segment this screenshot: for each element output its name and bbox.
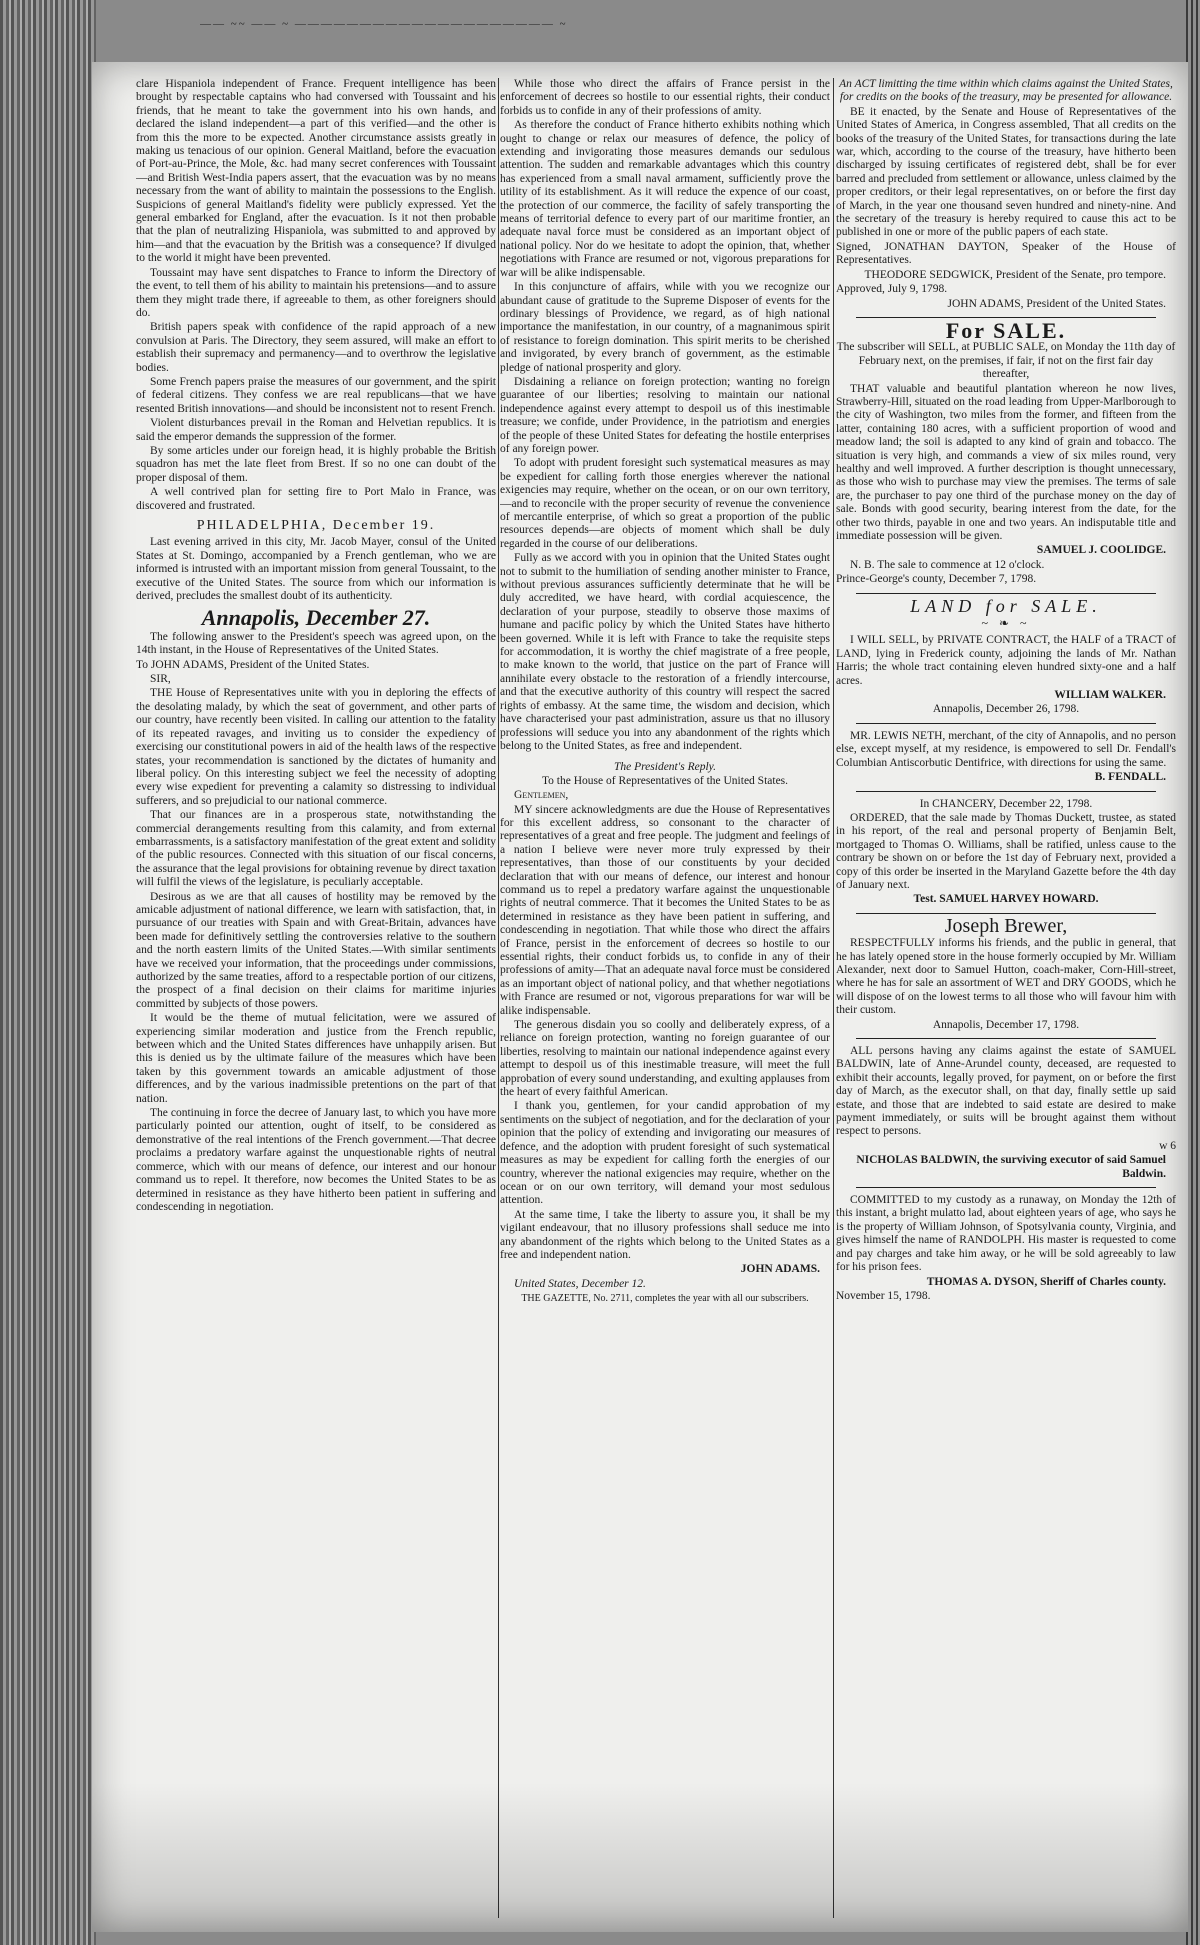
paragraph: While those who direct the affairs of France persist in the enforcement of decrees so hostile to our essential rights, their conduct forbids us to confide in any of their professions of amity. — [500, 78, 830, 117]
signature-dyson: THOMAS A. DYSON, Sheriff of Charles county. — [926, 1275, 1166, 1288]
divider — [856, 723, 1156, 724]
dateline: Prince-George's county, December 7, 1798. — [836, 573, 1037, 586]
paragraph: THAT valuable and beautiful plantation whereon he now lives, Strawberry-Hill, situated on the road leading from Upper-Marlborough to the city of Washington, two miles from the former, and fifteen from the latter, containing 180 acres, with a sufficient proportion of wood and meadow land; the soil is adapted to any kind of grain and tobacco. The situation is very high, and commands a view of six miles round, very healthy and well improved. A further description is thought unnecessary, as those who wish to purchase may view the premises. The terms of sale are, the purchaser to pay one third of the purchase money on the day of sale. Bonds with good security, bearing interest from the date, for the other two thirds, payable in one and two years. An indisputable title and immediate possession will be given. — [836, 382, 1176, 542]
paragraph: THE House of Representatives unite with you in deploring the effects of the desolating malady, by which the seat of government, and other parts of our country, have recently been visited. In calling our attention to the fatality of its repeated ravages, and inviting us to consider the expediency of exercising our constitutional powers in aid of the health laws of the respective states, your recommendation is sanctioned by the dictates of humanity and liberal policy. On this interesting subject we feel the necessity of adopting every wise expedient for preventing a calamity so distressing to individual sufferers, and so prejudicial to our national commerce. — [136, 687, 496, 807]
paragraph: ALL persons having any claims against the estate of SAMUEL BALDWIN, late of Anne-Arundel county, deceased, are requested to exhibit their accounts, legally proved, for payment, on or before the first day of March, as the executor shall, on that day, finally settle up said estate, and those that are indebted to said estate are desired to make payment immediately, or suits will be brought against them without respect to persons. — [836, 1045, 1176, 1138]
dateline-philadelphia: PHILADELPHIA, December 19. — [196, 518, 436, 533]
column-rule — [833, 78, 834, 1918]
approved-date: Approved, July 9, 1798. — [836, 283, 948, 296]
footer-date: United States, December 12. — [514, 1277, 646, 1290]
mark: w 6 — [1159, 1139, 1176, 1152]
column-2 — [500, 78, 830, 1913]
paragraph: Toussaint may have sent dispatches to France to inform the Directory of the event, to tell them of his ability to maintain his pretensions—and to assure them they might trade there, if agreeable to them, as other foreigners should do. — [136, 266, 496, 319]
paragraph: As therefore the conduct of France hitherto exhibits nothing which ought to change or relax our measures of defence, the policy of extending and invigorating those measures demands our sedulous attention. The sudden and remarkable advantages which this country has experienced from a small naval armament, sufficiently prove the utility of its establishment. As it will reduce the expence of our coast, the protection of our commerce, the facility of safely transporting the means of territorial defence to every part of our maritime frontier, an adequate naval force must be considered as an important object of national policy. Nor do we hesitate to adopt the opinion, that, whether negotiations with France are resumed or not, vigorous preparations for war will be alike indispensable. — [500, 119, 830, 279]
reply-heading: The President's Reply. — [613, 761, 716, 774]
divider — [856, 791, 1156, 792]
salutation: Gentlemen, — [514, 789, 569, 802]
paragraph: The continuing in force the decree of January last, to which you have more particularly pointed our attention, ought of itself, to be considered as demonstrative of the real intentions of the French government.—That decree proclaims a predatory warfare against the unquestionable rights of neutral commerce, which with our means of defence, our interest and our honour command us to repel. It therefore, now becomes the United States to be as determined in resistance as they have hitherto been patient in suffering and condescending in negotiation. — [136, 1107, 496, 1213]
paragraph: MR. LEWIS NETH, merchant, of the city of Annapolis, and no person else, except myself, at my residence, is empowered to sell Dr. Fendall's Columbian Antiscorbutic Dentifrice, with directions for using the same. — [836, 729, 1176, 769]
divider — [856, 913, 1156, 914]
paragraph: Violent disturbances prevail in the Roman and Helvetian republics. It is said the emperor demands the suppression of the former. — [136, 417, 496, 443]
signed-sedgwick: THEODORE SEDGWICK, President of the Senate, pro tempore. — [864, 268, 1166, 281]
paragraph: ORDERED, that the sale made by Thomas Duckett, trustee, as stated in his report, of the real and personal property of Benjamin Belt, mortgaged to Thomas O. Williams, shall be ratified, unless cause to the contrary be shown on or before the 1st day of February next, provided a copy of this order be inserted in the Maryland Gazette before the 4th day of January next. — [836, 811, 1176, 891]
scan-right-margin — [1186, 0, 1200, 1945]
paragraph: It would be the theme of mutual felicitation, were we assured of experiencing similar moderation and justice from the French republic, between which and the United States differences have unhappily arisen. But this is denied us by the ultimate failure of the measures which have been taken by this government towards an amicable adjustment of those differences, and by the various inadmissible pretentions on the part of that nation. — [136, 1012, 496, 1105]
paragraph: A well contrived plan for setting fire to Port Malo in France, was discovered and frustrated. — [136, 486, 496, 512]
column-rule — [498, 78, 499, 1918]
paragraph: At the same time, I take the liberty to assure you, it shall be my vigilant endeavour, that no illusory professions shall seduce me into any abandonment of the rights which belong to the United States as a free and independent nation. — [500, 1208, 830, 1261]
signature-walker: WILLIAM WALKER. — [1054, 689, 1166, 702]
paragraph: To adopt with prudent foresight such systematical measures as may be expedient for calling forth those energies wherever the national exigencies may require, whether on the ocean, or on our own territory,—and to reconcile with the proper security of revenue the convenience of mercantile enterprise, of which so great a proportion of the public resources depends—are objects of moment which shall be duly regarded in the course of our deliberations. — [500, 457, 830, 550]
paragraph: In this conjuncture of affairs, while with you we recognize our abundant cause of gratitude to the Supreme Disposer of events for the ordinary blessings of Providence, we regard, as of high national importance the manifestation, in our country, of a magnanimous spirit of resistance to foreign domination. This spirit merits to be cherished and invigorated, by every branch of government, as the estimable pledge of national prosperity and glory. — [500, 281, 830, 374]
signed-dayton: Signed, JONATHAN DAYTON, Speaker of the House of Representatives. — [836, 240, 1176, 267]
paragraph: Fully as we accord with you in opinion that the United States ought not to submit to the humiliation of sending another minister to France, without previous assurances sufficiently determinate that he will be duly accredited, we have heard, with cordial acquiescence, the declaration of your purpose, steadily to observe those maxims of humane and pacific policy by which the United States have hitherto been governed. While it is left with France to take the requisite steps for accommodation, it is worthy the chief magistrate of a free people, to make known to the world, that justice on the part of France will annihilate every obstacle to the restoration of a friendly intercourse, and that the executive authority of this country will respect the sacred rights of embassy. At the same time, the wisdom and decision, which have characterised your past administration, assure us that no illusory professions will seduce you into any abandonment of the rights which belong to the United States, as free and independent. — [500, 552, 830, 752]
paragraph: Last evening arrived in this city, Mr. Jacob Mayer, consul of the United States at St. Domingo, accompanied by a French gentleman, who we are informed is intrusted with an important mission from general Toussaint, to the executive of the United States. The source from which our information is derived, precludes the smallest doubt of its authenticity. — [136, 536, 496, 603]
ornament-icon: ~ ❧ ~ — [981, 616, 1031, 631]
paragraph: COMMITTED to my custody as a runaway, on Monday the 12th of this instant, a bright mulatto lad, about eighteen years of age, who says he is the property of William Johnson, of Spotsylvania county, Virginia, and gives himself the name of RANDOLPH. His master is requested to come and pay charges and take him away, or he will be sold agreeably to law for his prison fees. — [836, 1194, 1176, 1274]
column-1 — [136, 78, 496, 1913]
paragraph: Disdaining a reliance on foreign protection; wanting no foreign guarantee of our liberties; resolving to maintain our national independence against every attempt to despoil us of this inestimable treasure; we confide, under Providence, in the patriotism and energies of the people of these United States for defeating the hostile enterprises of any foreign power. — [500, 375, 830, 455]
top-strip: —— ~~ —— ~ ———————————————————— ~ — [200, 18, 568, 30]
paragraph: MY sincere acknowledgments are due the House of Representatives for this excellent address, so consonant to the character of representatives of a great and free people. The judgment and feelings of a nation I believe were never more truly expressed by their representatives, than those of our constituents by your decided declaration that with our means of defence, our interest and honour command us to repel a predatory warfare against the unquestionable rights of neutral commerce. That it becomes the United States to be as determined in resistance as they have been patient in suffering, and condescending in negotiation. That while those who direct the affairs of France, persist in the enforcement of decrees so hostile to our essential rights, their conduct forbids us, to confide in any of their professions of amity—That an adequate naval force must be considered as an important object of national policy, and that whether negotiations with France are resumed or not, vigorous preparations for war will be alike indispensable. — [500, 803, 830, 1017]
paragraph: The following answer to the President's speech was agreed upon, on the 14th instant, in the House of Representatives of the United States. — [136, 630, 496, 657]
paragraph: BE it enacted, by the Senate and House of Representatives of the United States of America, in Congress assembled, That all credits on the books of the treasury of the United States, for transactions during the late war, which, according to the course of the treasury, have hitherto been discharged by issuing certificates of registered debt, shall be for ever barred and precluded from settlement or allowance, unless claimed by the proper creditors, or their legal representatives, on or before the first day of March, in the year one thousand seven hundred and ninety-nine. And the secretary of the treasury is hereby required to cause this act to be published in one or more of the public papers of each state. — [836, 105, 1176, 239]
reply-addressee: To the House of Representatives of the United States. — [541, 774, 789, 787]
addressee: To JOHN ADAMS, President of the United States. — [136, 658, 370, 671]
salutation: SIR, — [150, 673, 171, 686]
dateline: Annapolis, December 26, 1798. — [932, 703, 1080, 716]
heading-for-sale: For SALE. — [945, 317, 1067, 343]
signature-coolidge: SAMUEL J. COOLIDGE. — [1036, 544, 1166, 557]
paragraph: That our finances are in a prosperous state, notwithstanding the commercial derangements resulting from this calamity, and from external embarrassments, is a satisfactory manifestation of the great extent and solidity of the public resources. Connected with this situation of our fiscal concerns, the assurance that the legal provisions for obtaining revenue by direct taxation will fulfil the views of the legislature, is peculiarly acceptable. — [136, 809, 496, 889]
paragraph: RESPECTFULLY informs his friends, and the public in general, that he has lately opened store in the house formerly occupied by Mr. William Alexander, next door to Samuel Hutton, coach-maker, Corn-Hill-street, where he has for sale an assortment of WET and DRY GOODS, which he will dispose of on the lowest terms to all those who will favour him with their custom. — [836, 937, 1176, 1017]
divider — [856, 593, 1156, 594]
paragraph: By some articles under our foreign head, it is highly probable the British squadron has met the late fleet from Brest. If so no one can doubt of the proper disposal of them. — [136, 444, 496, 484]
note: N. B. The sale to commence at 12 o'clock. — [850, 558, 1045, 571]
act-title: An ACT limitting the time within which claims against the United States, for credits on the books of the treasury, may be presented for allowance. — [839, 78, 1173, 104]
column-3 — [836, 78, 1176, 1913]
signature-baldwin: NICHOLAS BALDWIN, the surviving executor of said Samuel Baldwin. — [856, 1154, 1166, 1180]
signature-howard: Test. SAMUEL HARVEY HOWARD. — [913, 893, 1099, 906]
paragraph: The generous disdain you so coolly and deliberately express, of a reliance on foreign protection, wanting no foreign guarantee of our liberties, resolving to maintain our national independence against every attempt to despoil us of this inestimable treasure, will meet the full approbation of every sound understanding, and exulting applauses from the heart of every faithful American. — [500, 1019, 830, 1099]
paragraph: I thank you, gentlemen, for your candid approbation of my sentiments on the subject of negotiation, and for the declaration of your opinion that the policy of extending and invigorating our measures of defence, and the adoption with prudent foresight of such systematical measures as may be expedient for calling forth the energies of our country, wherever the national exigencies may require, whether on the ocean or on our own territory, will demand your most sedulous attention. — [500, 1100, 830, 1207]
signed-adams: JOHN ADAMS, President of the United States. — [947, 297, 1166, 310]
paragraph: Some French papers praise the measures of our government, and the spirit of federal citizens. They confess we are real republicans—that we have resented British innovations—and should be inconsistent not to resent French. — [136, 375, 496, 415]
signature-fendall: B. FENDALL. — [1094, 771, 1166, 784]
paragraph: British papers speak with confidence of the rapid approach of a new convulsion at Paris. The Directory, they seem assured, will make an effort to establish their supremacy and permanency—and to overthrow the legislative bodies. — [136, 321, 496, 374]
chancery-dateline: In CHANCERY, December 22, 1798. — [919, 797, 1093, 810]
divider — [856, 1038, 1156, 1039]
scan-left-margin — [0, 0, 96, 1945]
dateline-annapolis: Annapolis, December 27. — [201, 605, 431, 631]
dateline: November 15, 1798. — [836, 1289, 931, 1302]
divider — [856, 1187, 1156, 1188]
paragraph: clare Hispaniola independent of France. Frequent intelligence has been brought by respectable captains who had conversed with Toussaint and his friends, that he meant to take the government into his own hands, and declared the island independent—a part of this verified—and the other is from this the more to be expected. Another circumstance assists greatly in making us tenacious of our opinion. General Maitland, before the evacuation of Port-au-Prince, the Mole, &c. had many secret conferences with Toussaint—and British West-India papers assert, that the evacuation was by no means necessary from the want of ability to maintain the possessions to the English. Suspicions of general Maitland's fidelity were publicly expressed. Yet the general embarked for England, after the evacuation. Is it not then probable that the plan of neutralizing Hispaniola, was submitted to and approved by him—and that the evacuation by the British was a consequence? If divulged to the world it might have been prevented. — [136, 78, 496, 265]
paragraph: Desirous as we are that all causes of hostility may be removed by the amicable adjustment of national difference, we learn with satisfaction, that, in pursuance of our treaties with Spain and with Great-Britain, advances have been made for definitively settling the controversies relative to the southern and the north eastern limits of the United States.—With similar sentiments have we received your information, that the proceedings under commissions, authorized by the same treaties, afford to a respectable portion of our citizens, the prospect of a final decision on their claims for maritime injuries committed by subjects of those powers. — [136, 890, 496, 1010]
dateline: Annapolis, December 17, 1798. — [932, 1018, 1080, 1031]
signature-adams: JOHN ADAMS. — [740, 1263, 820, 1276]
sale-intro: The subscriber will SELL, at PUBLIC SALE, on Monday the 11th day of February next, on the premises, if fair, if not on the first fair day thereafter, — [836, 341, 1176, 381]
heading-land-for-sale: LAND for SALE. — [910, 595, 1102, 616]
paragraph: I WILL SELL, by PRIVATE CONTRACT, the HALF of a TRACT of LAND, lying in Frederick county, adjoining the lands of Mr. Nathan Harris; the whole tract containing eleven hundred sixty-one and a half acres. — [836, 634, 1176, 687]
gazette-notice: THE GAZETTE, No. 2711, completes the year with all our subscribers. — [521, 1293, 809, 1305]
heading-brewer: Joseph Brewer, — [944, 914, 1068, 937]
